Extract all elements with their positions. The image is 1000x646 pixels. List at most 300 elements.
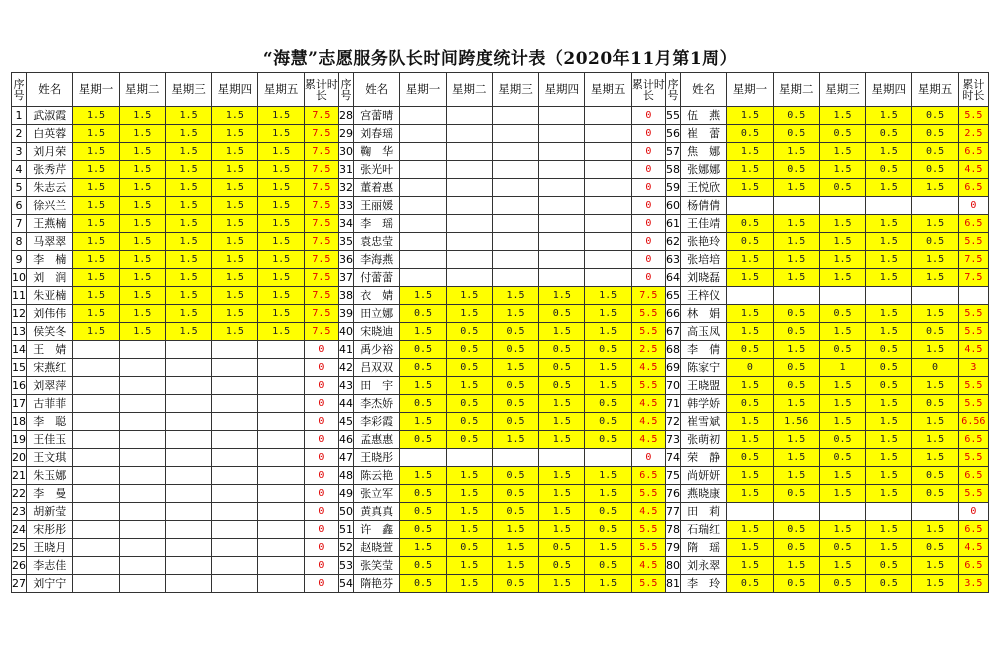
- day-hours: 1.5: [866, 449, 912, 467]
- day-hours: 1.5: [912, 521, 958, 539]
- day-hours: 1.5: [819, 395, 865, 413]
- row-index: 30: [338, 143, 353, 161]
- day-hours: [119, 503, 165, 521]
- total-hours: 0: [631, 125, 665, 143]
- day-hours: 0.5: [400, 431, 446, 449]
- day-hours: 1.5: [119, 143, 165, 161]
- member-name: 伍 燕: [681, 107, 727, 125]
- day-hours: 1.5: [165, 197, 211, 215]
- day-hours: 0.5: [585, 521, 631, 539]
- day-hours: 1.5: [165, 143, 211, 161]
- day-hours: 1.5: [819, 215, 865, 233]
- day-hours: 0.5: [819, 449, 865, 467]
- day-hours: 0.5: [912, 233, 958, 251]
- day-hours: [73, 413, 119, 431]
- day-hours: 0.5: [819, 539, 865, 557]
- day-hours: [400, 269, 446, 287]
- total-hours: 7.5: [958, 269, 988, 287]
- day-hours: 0.5: [773, 485, 819, 503]
- day-hours: 1.5: [539, 287, 585, 305]
- row-index: 28: [338, 107, 353, 125]
- day-hours: 0.5: [492, 323, 538, 341]
- member-name: 田 宇: [354, 377, 400, 395]
- day-hours: 1.5: [912, 575, 958, 593]
- day-hours: 1.5: [585, 575, 631, 593]
- day-hours: 1.5: [446, 503, 492, 521]
- day-hours: 1.5: [165, 179, 211, 197]
- row-index: 20: [12, 449, 27, 467]
- day-hours: [539, 449, 585, 467]
- day-hours: [492, 449, 538, 467]
- total-hours: 6.5: [958, 179, 988, 197]
- table-row: [12, 449, 989, 467]
- day-hours: 1.5: [258, 161, 304, 179]
- col-wed-header: 星期三: [492, 73, 538, 107]
- day-hours: [165, 503, 211, 521]
- member-name: 李 瑶: [354, 215, 400, 233]
- day-hours: [165, 521, 211, 539]
- day-hours: [258, 467, 304, 485]
- day-hours: [73, 539, 119, 557]
- row-index: 79: [665, 539, 680, 557]
- day-hours: 1.5: [258, 287, 304, 305]
- day-hours: [446, 269, 492, 287]
- row-index: 6: [12, 197, 27, 215]
- day-hours: 1.5: [727, 143, 773, 161]
- member-name: 宋彤彤: [27, 521, 73, 539]
- day-hours: 1.5: [819, 269, 865, 287]
- total-hours: 4.5: [631, 557, 665, 575]
- day-hours: 1.5: [866, 269, 912, 287]
- day-hours: [258, 341, 304, 359]
- day-hours: 1.5: [819, 467, 865, 485]
- member-name: 焦 娜: [681, 143, 727, 161]
- row-index: 63: [665, 251, 680, 269]
- row-index: 1: [12, 107, 27, 125]
- day-hours: 1.5: [119, 323, 165, 341]
- day-hours: 1.5: [539, 467, 585, 485]
- member-name: 朱玉娜: [27, 467, 73, 485]
- day-hours: 1.5: [400, 287, 446, 305]
- day-hours: [727, 503, 773, 521]
- member-name: 王佳玉: [27, 431, 73, 449]
- total-hours: 5.5: [958, 449, 988, 467]
- member-name: 隋 瑶: [681, 539, 727, 557]
- day-hours: 1.5: [212, 161, 258, 179]
- day-hours: 1.5: [912, 215, 958, 233]
- day-hours: 1.5: [73, 305, 119, 323]
- day-hours: [400, 215, 446, 233]
- row-index: 8: [12, 233, 27, 251]
- day-hours: [492, 125, 538, 143]
- day-hours: 1.5: [773, 449, 819, 467]
- member-name: 李杰娇: [354, 395, 400, 413]
- day-hours: [258, 431, 304, 449]
- day-hours: 1.5: [258, 107, 304, 125]
- day-hours: 0.5: [773, 161, 819, 179]
- row-index: 48: [338, 467, 353, 485]
- col-wed-header: 星期三: [819, 73, 865, 107]
- member-name: 荣 静: [681, 449, 727, 467]
- row-index: 44: [338, 395, 353, 413]
- day-hours: [773, 287, 819, 305]
- day-hours: [212, 341, 258, 359]
- day-hours: [446, 233, 492, 251]
- day-hours: [258, 449, 304, 467]
- row-index: 70: [665, 377, 680, 395]
- table-row: [12, 197, 989, 215]
- row-index: 57: [665, 143, 680, 161]
- day-hours: 1.5: [912, 377, 958, 395]
- member-name: 鞠 华: [354, 143, 400, 161]
- table-row: [12, 521, 989, 539]
- day-hours: 1.5: [866, 251, 912, 269]
- total-hours: 5.5: [631, 539, 665, 557]
- day-hours: 0.5: [819, 575, 865, 593]
- day-hours: 0.5: [912, 323, 958, 341]
- row-index: 19: [12, 431, 27, 449]
- row-index: 23: [12, 503, 27, 521]
- day-hours: 0.5: [773, 305, 819, 323]
- total-hours: 5.5: [631, 377, 665, 395]
- day-hours: [492, 107, 538, 125]
- day-hours: [212, 359, 258, 377]
- row-index: 3: [12, 143, 27, 161]
- member-name: 韩学娇: [681, 395, 727, 413]
- day-hours: 0.5: [492, 485, 538, 503]
- day-hours: 0.5: [912, 395, 958, 413]
- member-name: 崔 蕾: [681, 125, 727, 143]
- day-hours: [585, 125, 631, 143]
- total-hours: 5.5: [958, 377, 988, 395]
- total-hours: 0: [631, 449, 665, 467]
- day-hours: 1.5: [258, 215, 304, 233]
- total-hours: 5.5: [958, 305, 988, 323]
- day-hours: 1.5: [119, 233, 165, 251]
- member-name: 王晓彤: [354, 449, 400, 467]
- day-hours: 1.5: [866, 179, 912, 197]
- day-hours: 0.5: [727, 233, 773, 251]
- member-name: 高玉凤: [681, 323, 727, 341]
- table-body: [12, 107, 989, 593]
- day-hours: [258, 395, 304, 413]
- member-name: 武淑霞: [27, 107, 73, 125]
- member-name: 张秀芹: [27, 161, 73, 179]
- member-name: 王悦欣: [681, 179, 727, 197]
- day-hours: 1: [819, 359, 865, 377]
- day-hours: 1.5: [819, 377, 865, 395]
- total-hours: 0: [631, 197, 665, 215]
- member-name: 尚妍妍: [681, 467, 727, 485]
- row-index: 32: [338, 179, 353, 197]
- total-hours: 7.5: [304, 125, 338, 143]
- day-hours: [446, 107, 492, 125]
- member-name: 王晓盟: [681, 377, 727, 395]
- row-index: 25: [12, 539, 27, 557]
- day-hours: 1.5: [73, 287, 119, 305]
- row-index: 65: [665, 287, 680, 305]
- day-hours: [119, 521, 165, 539]
- row-index: 56: [665, 125, 680, 143]
- total-hours: 7.5: [304, 143, 338, 161]
- day-hours: 1.5: [912, 557, 958, 575]
- day-hours: 1.5: [866, 521, 912, 539]
- total-hours: 5.5: [631, 323, 665, 341]
- day-hours: 1.5: [73, 251, 119, 269]
- day-hours: 0.5: [866, 575, 912, 593]
- member-name: 白英蓉: [27, 125, 73, 143]
- row-index: 76: [665, 485, 680, 503]
- day-hours: 1.5: [492, 557, 538, 575]
- day-hours: 1.5: [727, 269, 773, 287]
- day-hours: 1.5: [212, 125, 258, 143]
- day-hours: [212, 521, 258, 539]
- total-hours: 4.5: [631, 359, 665, 377]
- day-hours: [539, 107, 585, 125]
- table-row: [12, 287, 989, 305]
- member-name: 李 曼: [27, 485, 73, 503]
- table-row: [12, 557, 989, 575]
- row-index: 35: [338, 233, 353, 251]
- day-hours: 0.5: [773, 575, 819, 593]
- day-hours: 1.5: [866, 323, 912, 341]
- member-name: 李 聪: [27, 413, 73, 431]
- day-hours: 1.5: [212, 197, 258, 215]
- day-hours: 1.5: [866, 215, 912, 233]
- day-hours: 1.5: [585, 305, 631, 323]
- day-hours: 1.5: [727, 251, 773, 269]
- row-index: 42: [338, 359, 353, 377]
- day-hours: 0.5: [492, 503, 538, 521]
- day-hours: [73, 521, 119, 539]
- total-hours: 7.5: [304, 287, 338, 305]
- day-hours: [165, 485, 211, 503]
- member-name: 古菲菲: [27, 395, 73, 413]
- row-index: 60: [665, 197, 680, 215]
- day-hours: [212, 377, 258, 395]
- day-hours: [446, 449, 492, 467]
- day-hours: 1.5: [119, 305, 165, 323]
- total-hours: 5.5: [631, 521, 665, 539]
- col-tue-header: 星期二: [773, 73, 819, 107]
- total-hours: 0: [631, 179, 665, 197]
- day-hours: 1.5: [165, 269, 211, 287]
- table-header: [12, 73, 989, 107]
- row-index: 38: [338, 287, 353, 305]
- day-hours: 0.5: [912, 161, 958, 179]
- day-hours: [446, 251, 492, 269]
- member-name: 衣 婧: [354, 287, 400, 305]
- day-hours: 1.5: [73, 179, 119, 197]
- day-hours: 0.5: [400, 575, 446, 593]
- day-hours: 1.5: [165, 287, 211, 305]
- day-hours: 0.5: [773, 539, 819, 557]
- day-hours: [165, 575, 211, 593]
- day-hours: 0.5: [539, 341, 585, 359]
- row-index: 14: [12, 341, 27, 359]
- row-index: 80: [665, 557, 680, 575]
- table-row: [12, 377, 989, 395]
- day-hours: 0.5: [446, 341, 492, 359]
- day-hours: 0.5: [400, 557, 446, 575]
- day-hours: [258, 575, 304, 593]
- row-index: 34: [338, 215, 353, 233]
- row-index: 73: [665, 431, 680, 449]
- day-hours: 0.5: [400, 359, 446, 377]
- col-tue-header: 星期二: [446, 73, 492, 107]
- row-index: 16: [12, 377, 27, 395]
- day-hours: 0.5: [773, 125, 819, 143]
- day-hours: 1.5: [73, 143, 119, 161]
- day-hours: [446, 197, 492, 215]
- day-hours: 1.5: [773, 431, 819, 449]
- total-hours: 7.5: [631, 287, 665, 305]
- member-name: 杨倩倩: [681, 197, 727, 215]
- total-hours: 4.5: [631, 503, 665, 521]
- member-name: 张娜娜: [681, 161, 727, 179]
- table-row: [12, 359, 989, 377]
- day-hours: 1.5: [585, 323, 631, 341]
- row-index: 55: [665, 107, 680, 125]
- day-hours: 1.5: [258, 269, 304, 287]
- day-hours: 1.5: [119, 125, 165, 143]
- day-hours: 1.5: [585, 377, 631, 395]
- day-hours: 0.5: [819, 431, 865, 449]
- row-index: 27: [12, 575, 27, 593]
- day-hours: [212, 575, 258, 593]
- col-fri-header: 星期五: [585, 73, 631, 107]
- day-hours: 1.5: [212, 179, 258, 197]
- day-hours: [165, 539, 211, 557]
- member-name: 王 婧: [27, 341, 73, 359]
- total-hours: 7.5: [304, 197, 338, 215]
- member-name: 张笑莹: [354, 557, 400, 575]
- day-hours: 1.5: [819, 521, 865, 539]
- col-mon-header: 星期一: [73, 73, 119, 107]
- table-row: [12, 467, 989, 485]
- total-hours: 5.5: [958, 323, 988, 341]
- member-name: 王丽媛: [354, 197, 400, 215]
- day-hours: 0.5: [727, 395, 773, 413]
- day-hours: [539, 251, 585, 269]
- day-hours: 1.5: [258, 143, 304, 161]
- total-hours: 5.5: [631, 485, 665, 503]
- row-index: 31: [338, 161, 353, 179]
- day-hours: [119, 449, 165, 467]
- member-name: 刘宁宁: [27, 575, 73, 593]
- day-hours: 0.5: [400, 305, 446, 323]
- day-hours: [912, 287, 958, 305]
- member-name: 刘晓磊: [681, 269, 727, 287]
- member-name: 刘 润: [27, 269, 73, 287]
- total-hours: 5.5: [958, 485, 988, 503]
- table-row: [12, 395, 989, 413]
- day-hours: 0.5: [727, 215, 773, 233]
- member-name: 赵晓萱: [354, 539, 400, 557]
- day-hours: 1.5: [446, 377, 492, 395]
- member-name: 燕晓康: [681, 485, 727, 503]
- total-hours: 0: [631, 107, 665, 125]
- member-name: 许 鑫: [354, 521, 400, 539]
- day-hours: [585, 197, 631, 215]
- table-row: [12, 485, 989, 503]
- day-hours: [492, 215, 538, 233]
- day-hours: 1.5: [727, 107, 773, 125]
- day-hours: 1.5: [212, 251, 258, 269]
- day-hours: 1.5: [866, 233, 912, 251]
- day-hours: 0.5: [446, 359, 492, 377]
- day-hours: [400, 449, 446, 467]
- day-hours: 1.5: [400, 377, 446, 395]
- day-hours: [773, 503, 819, 521]
- day-hours: [400, 197, 446, 215]
- total-hours: 0: [304, 575, 338, 593]
- day-hours: 0.5: [727, 341, 773, 359]
- day-hours: 1.5: [539, 323, 585, 341]
- day-hours: 1.5: [446, 467, 492, 485]
- total-hours: 0: [304, 449, 338, 467]
- day-hours: 1.5: [539, 485, 585, 503]
- day-hours: [585, 161, 631, 179]
- day-hours: 1.5: [585, 485, 631, 503]
- member-name: 胡新莹: [27, 503, 73, 521]
- day-hours: [492, 143, 538, 161]
- row-index: 59: [665, 179, 680, 197]
- day-hours: 0.5: [585, 395, 631, 413]
- day-hours: 1.5: [73, 161, 119, 179]
- row-index: 15: [12, 359, 27, 377]
- day-hours: [258, 377, 304, 395]
- day-hours: [492, 233, 538, 251]
- day-hours: 1.5: [492, 521, 538, 539]
- day-hours: 1.5: [212, 107, 258, 125]
- row-index: 45: [338, 413, 353, 431]
- total-hours: 0: [631, 215, 665, 233]
- day-hours: [446, 125, 492, 143]
- member-name: 朱亚楠: [27, 287, 73, 305]
- table-row: [12, 341, 989, 359]
- total-hours: 0: [304, 431, 338, 449]
- total-hours: 6.5: [958, 557, 988, 575]
- day-hours: 1.5: [773, 341, 819, 359]
- day-hours: [73, 467, 119, 485]
- day-hours: [212, 503, 258, 521]
- member-name: 黄真真: [354, 503, 400, 521]
- day-hours: 1.5: [819, 413, 865, 431]
- day-hours: 1.5: [165, 125, 211, 143]
- day-hours: 0.5: [866, 359, 912, 377]
- table-row: [12, 413, 989, 431]
- row-index: 53: [338, 557, 353, 575]
- day-hours: 0.5: [585, 557, 631, 575]
- col-total-header: 累计时长: [304, 73, 338, 107]
- day-hours: 1.5: [258, 323, 304, 341]
- col-total-header: 累计时长: [958, 73, 988, 107]
- day-hours: [819, 197, 865, 215]
- day-hours: 1.5: [119, 269, 165, 287]
- day-hours: 1.5: [773, 467, 819, 485]
- row-index: 62: [665, 233, 680, 251]
- day-hours: 0.5: [773, 521, 819, 539]
- day-hours: 1.5: [212, 215, 258, 233]
- day-hours: [819, 287, 865, 305]
- row-index: 74: [665, 449, 680, 467]
- day-hours: 1.5: [912, 431, 958, 449]
- table-row: [12, 269, 989, 287]
- member-name: 宋燕红: [27, 359, 73, 377]
- total-hours: 0: [304, 341, 338, 359]
- day-hours: [119, 575, 165, 593]
